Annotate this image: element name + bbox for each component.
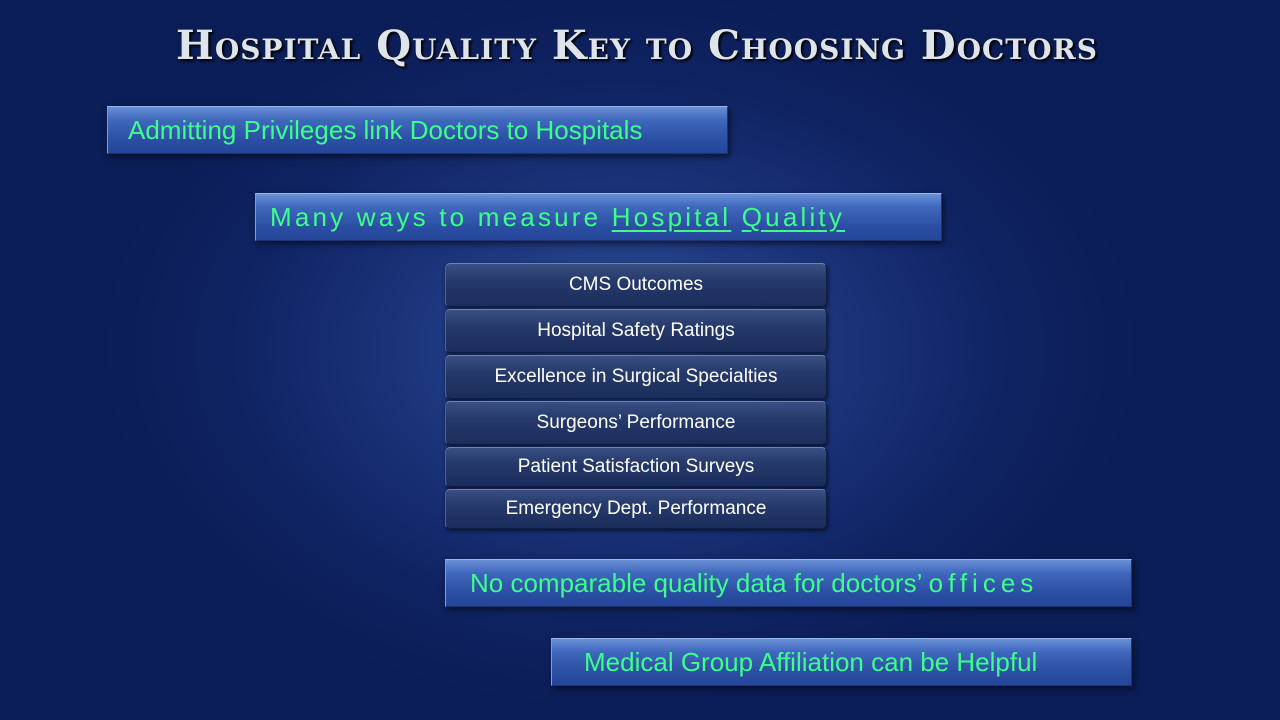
measure-item-surgical-excellence: Excellence in Surgical Specialties [445,355,827,399]
measure-item-safety-ratings: Hospital Safety Ratings [445,309,827,353]
admitting-privileges-banner: Admitting Privileges link Doctors to Hospitals [107,106,728,154]
doctors-offices-banner [445,559,1132,607]
medical-group-banner: Medical Group Affiliation can be Helpful [551,638,1132,686]
offices-spaced-text: offices [928,568,1039,598]
measure-item-patient-satisfaction: Patient Satisfaction Surveys [445,447,827,487]
hospital-underlined-text: Hospital [611,202,732,232]
quality-underlined-text: Quality [741,202,846,232]
measure-space-text [731,202,741,232]
offices-main-text: No comparable quality data for doctors’ [470,568,929,598]
measure-quality-banner [255,193,942,241]
measure-item-cms-outcomes: CMS Outcomes [445,263,827,307]
quality-measures-list [445,263,827,531]
slide-title: Hospital Quality Key to Choosing Doctors [176,22,1098,69]
measure-prefix-text: Many ways to measure [270,202,612,232]
measure-item-emergency-dept: Emergency Dept. Performance [445,489,827,529]
measure-item-surgeons-performance: Surgeons’ Performance [445,401,827,445]
